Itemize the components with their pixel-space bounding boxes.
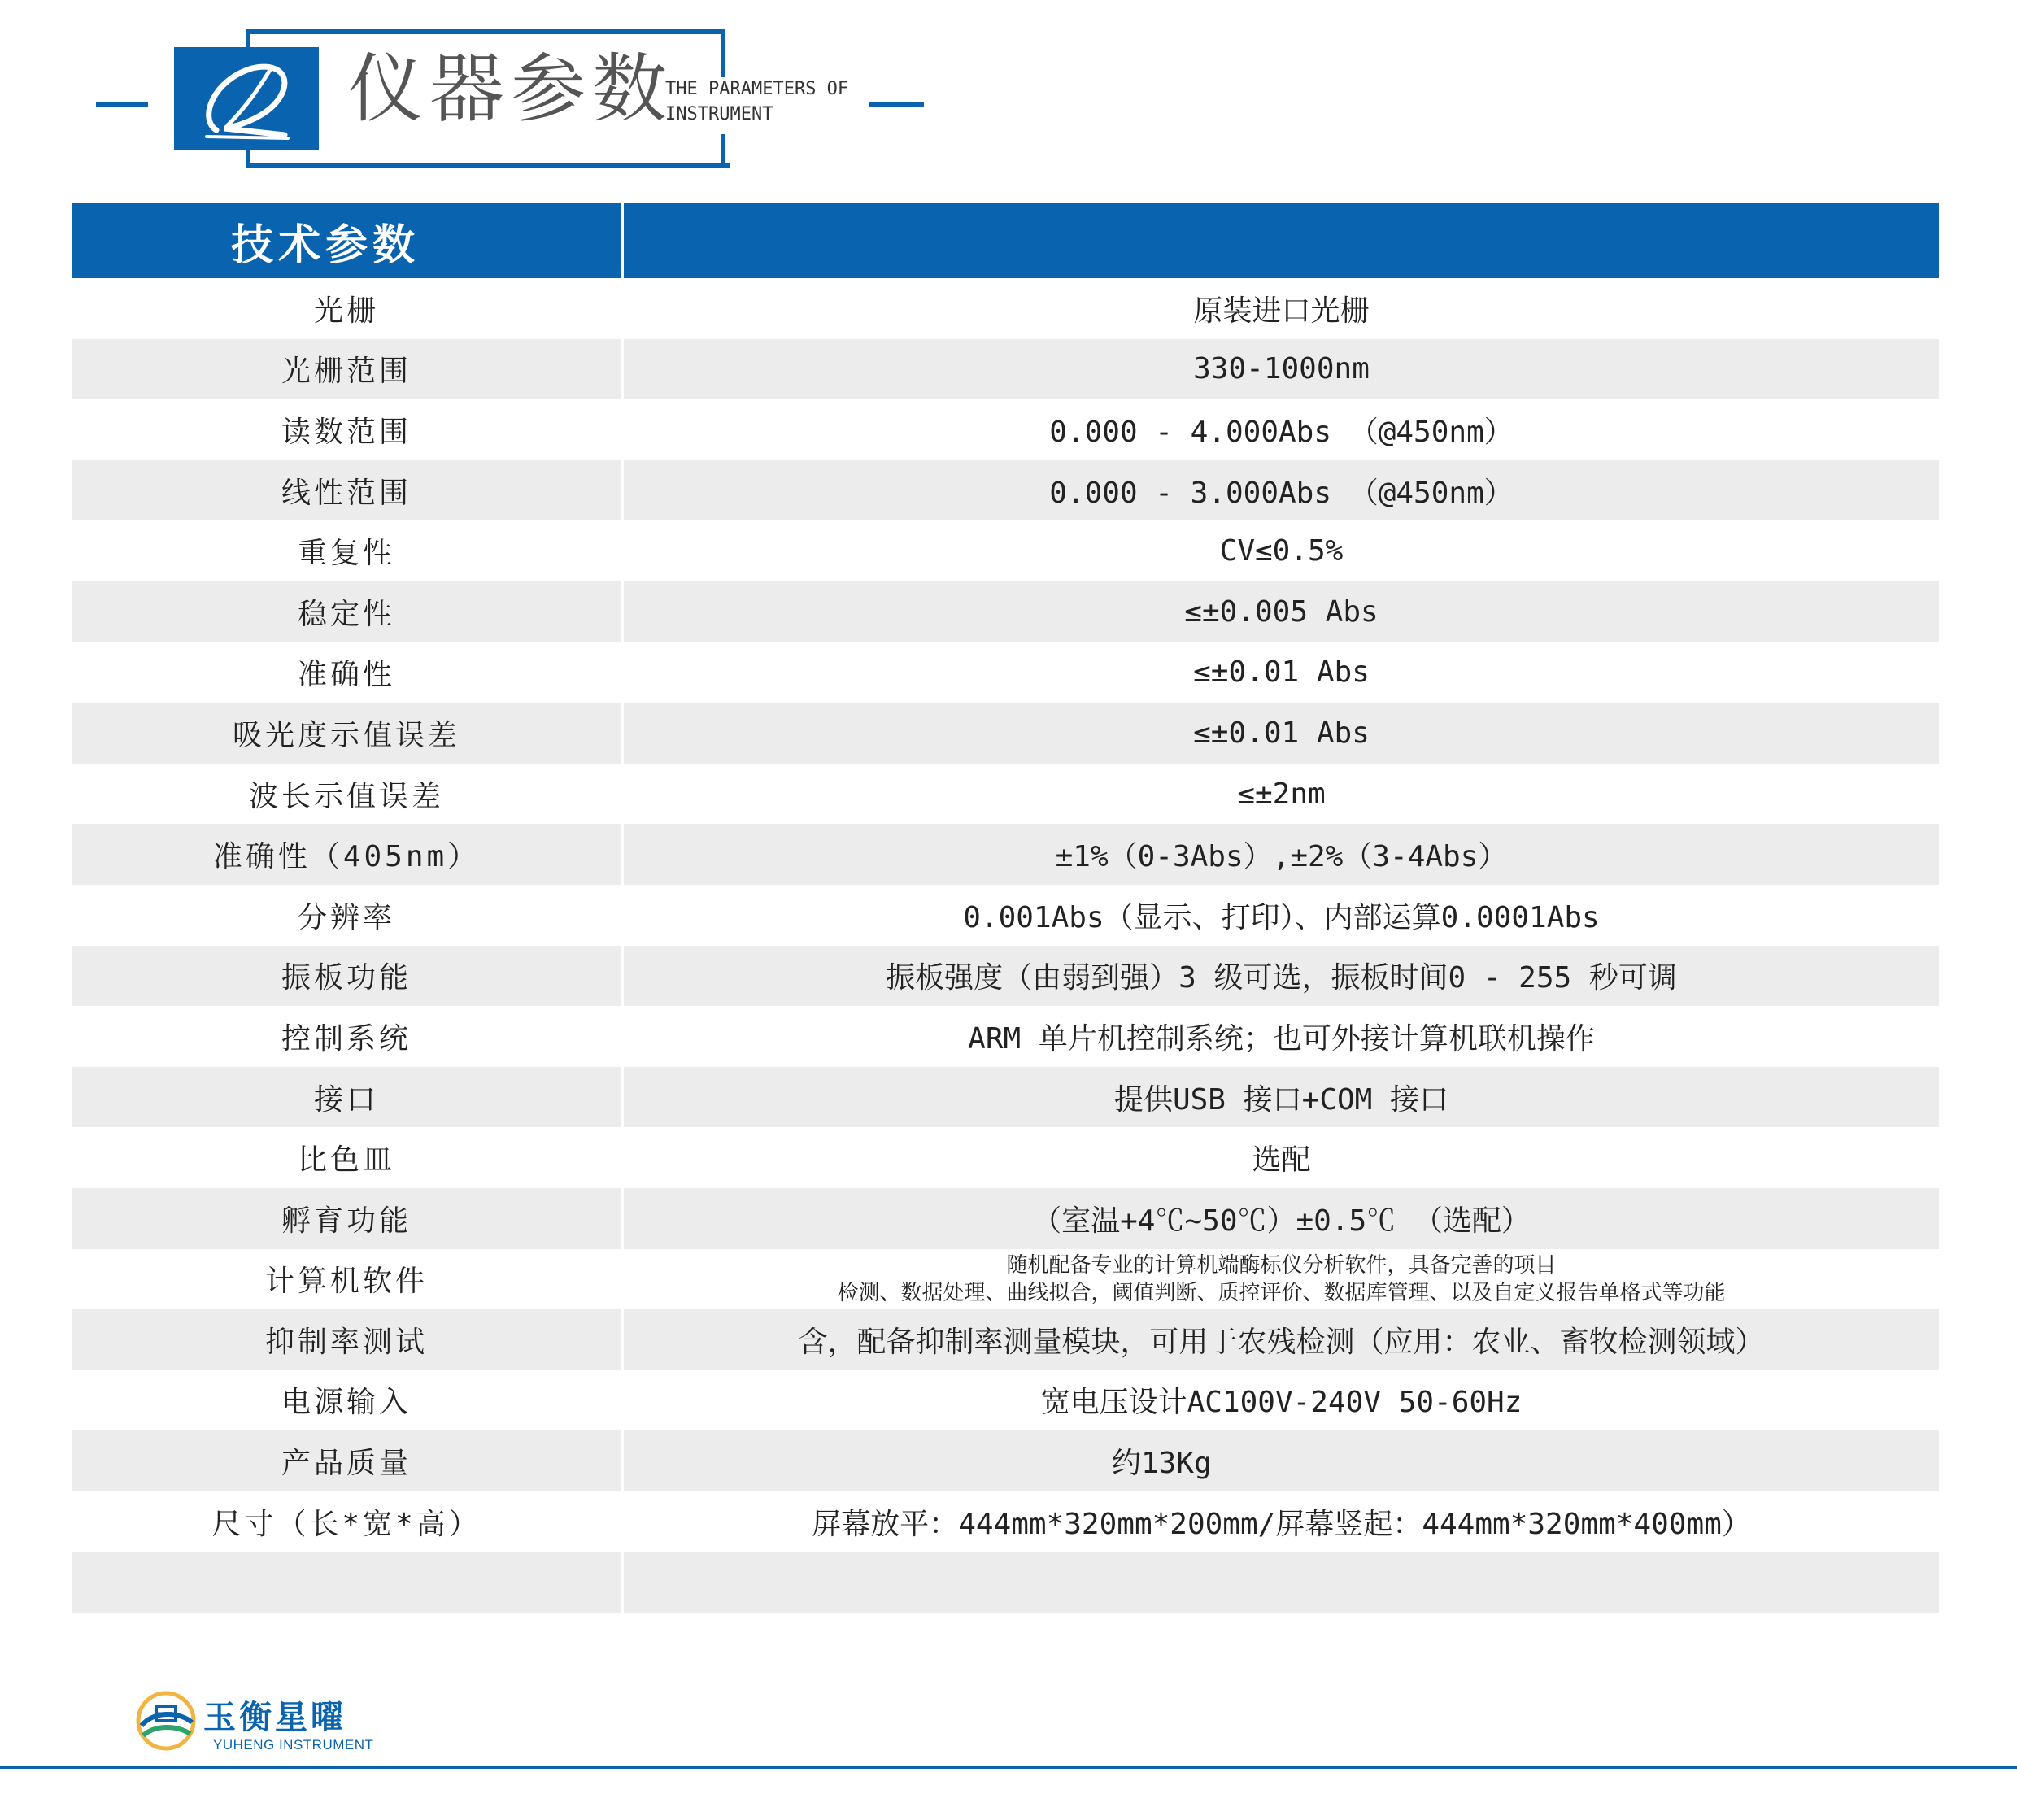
row-value: 宽电压设计AC100V-240V 50-60Hz bbox=[1040, 1386, 1523, 1420]
row-label: 尺寸（长*宽*高） bbox=[211, 1507, 481, 1541]
row-label: 电源输入 bbox=[281, 1386, 412, 1420]
row-label: 光栅 bbox=[313, 294, 379, 328]
page-subtitle bbox=[665, 76, 848, 127]
row-value: 振板强度（由弱到强）3 级可选，振板时间0 - 255 秒可调 bbox=[886, 961, 1677, 995]
table-row bbox=[72, 399, 1939, 460]
row-value: 约13Kg bbox=[1112, 1447, 1212, 1481]
row-value: 0.000 - 4.000Abs （@450nm） bbox=[1049, 415, 1514, 449]
header-rule-right bbox=[869, 102, 924, 107]
table-row bbox=[72, 520, 1939, 581]
row-label: 计算机软件 bbox=[264, 1265, 428, 1299]
row-label: 线性范围 bbox=[281, 476, 412, 510]
row-label: 光栅范围 bbox=[281, 355, 412, 389]
row-value: 0.000 - 3.000Abs （@450nm） bbox=[1049, 476, 1514, 510]
row-label: 准确性（405nm） bbox=[212, 840, 481, 874]
row-value: ≤±0.005 Abs bbox=[1184, 594, 1379, 629]
table-row bbox=[72, 703, 1939, 764]
row-value: CV≤0.5% bbox=[1219, 534, 1344, 568]
row-value: 屏幕放平：444mm*320mm*200mm/屏幕竖起：444mm*320mm*400mm） bbox=[812, 1507, 1751, 1541]
table-row bbox=[72, 1491, 1939, 1552]
row-value-line1: 随机配备专业的计算机端酶标仪分析软件，具备完善的项目 bbox=[1006, 1252, 1557, 1278]
table-row bbox=[72, 764, 1939, 825]
row-value: 提供USB 接口+COM 接口 bbox=[1113, 1082, 1449, 1117]
table-row bbox=[72, 1127, 1939, 1188]
stylized-q-quill-icon bbox=[174, 47, 319, 150]
row-value: ≤±0.01 Abs bbox=[1193, 655, 1370, 690]
spec-table-header bbox=[72, 203, 1939, 278]
row-label: 波长示值误差 bbox=[248, 779, 444, 813]
table-row bbox=[72, 460, 1939, 521]
table-row bbox=[72, 278, 1939, 339]
spec-table-heading: 技术参数 bbox=[231, 220, 420, 270]
table-row bbox=[72, 885, 1939, 946]
table-row bbox=[72, 642, 1939, 703]
table-row bbox=[72, 1430, 1939, 1491]
row-label: 控制系统 bbox=[281, 1021, 412, 1056]
row-value: 原装进口光栅 bbox=[1193, 294, 1370, 328]
table-row bbox=[72, 1188, 1939, 1249]
table-row bbox=[72, 1370, 1939, 1431]
row-label: 吸光度示值误差 bbox=[232, 718, 460, 752]
table-row bbox=[72, 339, 1939, 400]
row-value: ±1%（0-3Abs）,±2%（3-4Abs） bbox=[1055, 840, 1508, 874]
row-value bbox=[624, 1249, 1939, 1310]
row-label: 分辨率 bbox=[297, 900, 395, 934]
row-value-line2: 检测、数据处理、曲线拟合，阈值判断、质控评价、数据库管理、以及自定义报告单格式等功能 bbox=[837, 1280, 1726, 1305]
table-row bbox=[72, 1552, 1939, 1613]
footer-rule bbox=[0, 1766, 2017, 1769]
brand-name-en: YUHENG INSTRUMENT bbox=[213, 1737, 374, 1753]
row-label: 准确性 bbox=[297, 658, 395, 692]
header-frame-bottom bbox=[246, 163, 730, 168]
table-row bbox=[72, 1309, 1939, 1370]
table-row bbox=[72, 1006, 1939, 1067]
row-label: 稳定性 bbox=[297, 597, 395, 631]
row-label bbox=[72, 1552, 621, 1613]
row-value: ≤±2nm bbox=[1237, 777, 1326, 811]
row-value: 0.001Abs（显示、打印）、内部运算0.0001Abs bbox=[963, 900, 1600, 934]
table-row bbox=[72, 1249, 1939, 1310]
row-label: 抑制率测试 bbox=[264, 1325, 428, 1359]
row-label: 振板功能 bbox=[281, 961, 412, 995]
table-row bbox=[72, 1067, 1939, 1128]
row-value bbox=[624, 1552, 1939, 1613]
row-label: 孵育功能 bbox=[281, 1204, 412, 1238]
spec-table bbox=[72, 203, 1939, 1613]
page-title: 仪器参数 bbox=[348, 46, 674, 133]
row-label: 重复性 bbox=[297, 537, 395, 571]
column-divider bbox=[621, 203, 624, 278]
row-label: 读数范围 bbox=[281, 415, 412, 449]
row-value: 330-1000nm bbox=[1193, 352, 1370, 386]
row-value: 选配 bbox=[1252, 1143, 1311, 1178]
table-row bbox=[72, 824, 1939, 885]
page-subtitle-line1: THE PARAMETERS OF bbox=[665, 79, 849, 99]
row-value: （室温+4℃~50℃）±0.5℃ （选配） bbox=[1032, 1204, 1531, 1238]
row-label: 接口 bbox=[313, 1082, 379, 1117]
row-label: 产品质量 bbox=[281, 1447, 412, 1481]
yuheng-logo-icon bbox=[133, 1687, 198, 1758]
table-row bbox=[72, 946, 1939, 1007]
row-value: ARM 单片机控制系统；也可外接计算机联机操作 bbox=[968, 1021, 1595, 1056]
brand-name: 玉衡星曜 bbox=[203, 1698, 346, 1736]
row-value: 含，配备抑制率测量模块，可用于农残检测（应用：农业、畜牧检测领域） bbox=[798, 1325, 1765, 1359]
row-value: ≤±0.01 Abs bbox=[1193, 716, 1370, 750]
page-subtitle-line2: INSTRUMENT bbox=[665, 104, 773, 124]
header-rule-left bbox=[96, 102, 148, 107]
row-label: 比色皿 bbox=[297, 1143, 395, 1178]
table-row bbox=[72, 581, 1939, 642]
